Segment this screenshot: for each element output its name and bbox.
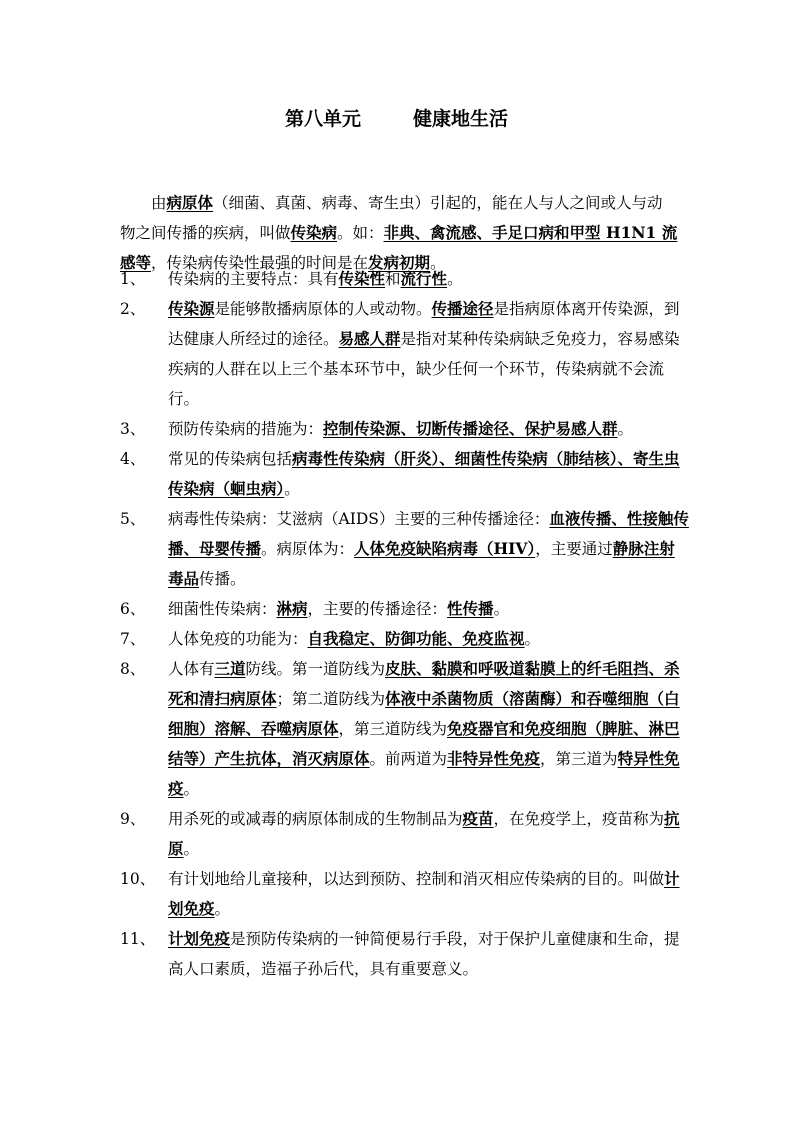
list-item xyxy=(120,654,690,804)
title-topic: 健康地生活 xyxy=(413,108,509,130)
item-text xyxy=(168,624,690,654)
text-run: 。 xyxy=(183,840,200,858)
text-run: ，主要的传播途径： xyxy=(307,600,448,618)
list-item xyxy=(120,414,690,444)
key-term: 血液传播、性接触传播、母婴传播 xyxy=(168,509,689,558)
key-term: 病原体 xyxy=(166,192,214,212)
text-run: 。 xyxy=(493,600,510,618)
text-run: ，主要通过 xyxy=(535,540,613,558)
list-item xyxy=(120,864,690,924)
text-run: 人体有 xyxy=(168,660,215,678)
key-term: 皮肤、黏膜和呼吸道黏膜上的纤毛阻挡、杀死和清扫病原体 xyxy=(168,659,680,708)
key-term: 抗原 xyxy=(168,809,680,858)
key-term: 三道 xyxy=(214,659,246,678)
text-run: 。 xyxy=(430,253,446,272)
list-item xyxy=(120,444,690,504)
text-run: 。前两道为 xyxy=(369,750,448,768)
item-text xyxy=(168,264,690,294)
item-text xyxy=(168,924,690,984)
list-item xyxy=(120,924,690,984)
list-item xyxy=(120,264,690,294)
text-run: 细菌性传染病： xyxy=(168,600,277,618)
key-term: 人体免疫缺陷病毒（HIV） xyxy=(354,539,536,558)
key-term: 静脉注射毒品 xyxy=(168,539,675,588)
key-term: 非特异性免疫 xyxy=(447,749,541,768)
item-number: 9、 xyxy=(120,810,146,828)
item-text xyxy=(168,504,690,594)
text-run: ，传染病传染性最强的时间是在 xyxy=(151,253,369,272)
item-text xyxy=(168,414,690,444)
key-term: 淋病 xyxy=(276,599,308,618)
text-run: 。 xyxy=(214,900,231,918)
text-run: 。病原体为： xyxy=(261,540,355,558)
item-text xyxy=(168,294,690,414)
item-text xyxy=(168,864,690,924)
text-run: 防线。第一道防线为 xyxy=(245,660,386,678)
list-item xyxy=(120,594,690,624)
text-run: 是能够散播病原体的人或动物。 xyxy=(214,300,432,318)
text-run: 用杀死的或减毒的病原体制成的生物制品为 xyxy=(168,810,463,828)
text-run: ，第三道防线为 xyxy=(338,720,448,738)
key-term: 传染性 xyxy=(338,269,386,288)
item-number: 6、 xyxy=(120,600,146,618)
text-run: 和 xyxy=(385,270,401,288)
text-run: 有计划地给儿童接种，以达到预防、控制和消灭相应传染病的目的。叫做 xyxy=(168,870,665,888)
list-item xyxy=(120,804,690,864)
text-run: 预防传染病的措施为： xyxy=(168,420,324,438)
key-term: 控制传染源、切断传播途径、保护易感人群 xyxy=(323,419,618,438)
list-item xyxy=(120,294,690,414)
title-unit: 第八单元 xyxy=(284,108,361,130)
item-number: 2、 xyxy=(120,300,146,318)
text-run: ，在免疫学上，疫苗称为 xyxy=(493,810,665,828)
text-run: 由 xyxy=(151,193,167,212)
list-item xyxy=(120,624,690,654)
key-term: 发病初期 xyxy=(368,252,431,272)
text-run: ；第二道防线为 xyxy=(276,690,386,708)
text-run: 。 xyxy=(617,420,634,438)
item-text xyxy=(168,804,690,864)
key-term: 病毒性传染病（肝炎）、细菌性传染病（肺结核）、寄生虫传染病（蛔虫病） xyxy=(168,449,680,498)
item-text xyxy=(168,594,690,624)
item-number: 10、 xyxy=(120,870,156,888)
text-run: （细菌、真菌、病毒、寄生虫）引起的，能在人与人之间或人与动物之间传播的疾病，叫做 xyxy=(120,193,663,242)
text-run: 。 xyxy=(524,630,541,648)
text-run: 病毒性传染病：艾滋病（AIDS）主要的三种传播途径： xyxy=(168,510,550,528)
text-run: 人体免疫的功能为： xyxy=(168,630,308,648)
key-term: 非典、禽流感、手足口病和甲型 H1N1 流感等 xyxy=(120,222,678,272)
list-item xyxy=(120,504,690,594)
item-text xyxy=(168,654,690,804)
numbered-list xyxy=(120,264,690,984)
key-term: 自我稳定、防御功能、免疫监视 xyxy=(307,629,525,648)
text-run: 常见的传染病包括 xyxy=(168,450,293,468)
text-run: 传播。 xyxy=(199,570,246,588)
key-term: 计划免疫 xyxy=(168,929,231,948)
text-run: 是指病原体离开传染源，到达健康人所经过的途径。 xyxy=(168,300,680,348)
item-number: 7、 xyxy=(120,630,146,648)
text-run: ，第三道为 xyxy=(540,750,618,768)
item-number: 4、 xyxy=(120,450,146,468)
text-run: 。 xyxy=(447,270,463,288)
text-run: 传染病的主要特点：具有 xyxy=(168,270,339,288)
key-term: 流行性 xyxy=(400,269,448,288)
key-term: 传染病 xyxy=(290,222,338,242)
page-title xyxy=(0,104,793,131)
key-term: 特异性免疫 xyxy=(168,749,680,798)
key-term: 传播途径 xyxy=(431,299,494,318)
text-run: 。 xyxy=(183,780,200,798)
key-term: 体液中杀菌物质（溶菌酶）和吞噬细胞（白细胞）溶解、吞噬病原体 xyxy=(168,689,680,738)
item-number: 11、 xyxy=(120,930,156,948)
item-number: 1、 xyxy=(120,270,146,288)
key-term: 易感人群 xyxy=(338,329,401,348)
text-run: 。如： xyxy=(337,223,384,242)
key-term: 传染源 xyxy=(168,299,215,318)
item-number: 3、 xyxy=(120,420,146,438)
key-term: 计划免疫 xyxy=(168,869,680,918)
key-term: 免疫器官和免疫细胞（脾脏、淋巴结等）产生抗体，消灭病原体 xyxy=(168,719,680,768)
key-term: 性传播 xyxy=(447,599,494,618)
text-run: 是预防传染病的一钟简便易行手段，对于保护儿童健康和生命，提高人口素质，造福子孙后代，具有重要意义。 xyxy=(168,930,680,978)
item-text xyxy=(168,444,690,504)
item-number: 8、 xyxy=(120,660,146,678)
item-number: 5、 xyxy=(120,510,146,528)
text-run: 。 xyxy=(284,480,300,498)
text-run: 是指对某种传染病缺乏免疫力，容易感染疾病的人群在以上三个基本环节中，缺少任何一个环节，传染病就不会流行。 xyxy=(168,330,680,408)
key-term: 疫苗 xyxy=(462,809,494,828)
